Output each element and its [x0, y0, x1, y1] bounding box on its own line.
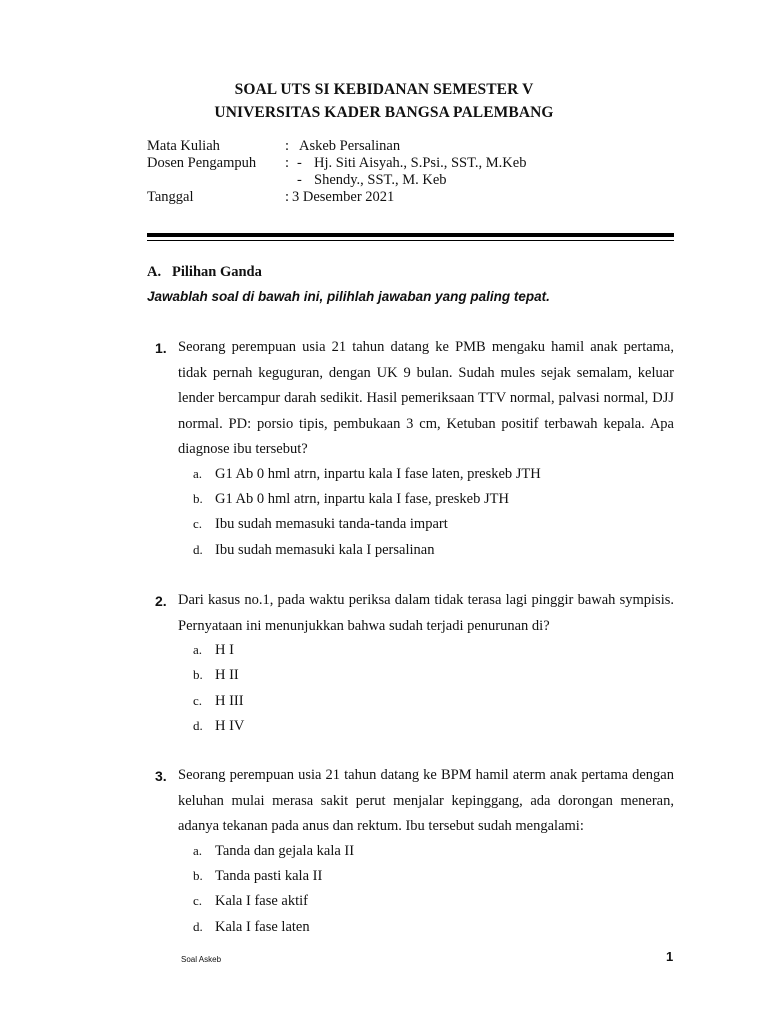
course-label: Mata Kuliah [147, 138, 220, 154]
option-text: G1 Ab 0 hml atrn, inpartu kala I fase, preskeb JTH [215, 491, 509, 507]
option-letter: d. [193, 718, 203, 733]
option-text: H III [215, 693, 244, 709]
option-letter: d. [193, 919, 203, 934]
option-text: H II [215, 667, 239, 683]
section-instruction: Jawablah soal di bawah ini, pilihlah jawaban yang paling tepat. [147, 289, 550, 304]
option-letter: a. [193, 466, 203, 481]
option-text: Kala I fase aktif [215, 893, 308, 909]
option-text: Ibu sudah memasuki kala I persalinan [215, 542, 435, 558]
colon: : [285, 189, 290, 205]
question-number: 3. [155, 768, 167, 784]
lecturer-name-2: Shendy., SST., M. Keb [314, 172, 447, 188]
option-text: H IV [215, 718, 245, 734]
document-title-line-2: UNIVERSITAS KADER BANGSA PALEMBANG [214, 104, 554, 121]
lecturer-label: Dosen Pengampuh [147, 155, 257, 171]
option-text: Tanda pasti kala II [215, 868, 323, 884]
colon: : [285, 138, 290, 154]
footer-label: Soal Askeb [181, 955, 222, 964]
option-letter: b. [193, 491, 203, 506]
question-text: Dari kasus no.1, pada waktu periksa dalam tidak terasa lagi pinggir bawah sympisis. Pernyataan ini menunjukkan bahwa sudah terjadi penurunan di? [178, 592, 674, 634]
option-letter: b. [193, 868, 203, 883]
option-letter: c. [193, 893, 203, 908]
section-title: Pilihan Ganda [172, 264, 262, 280]
page-number: 1 [666, 949, 674, 964]
lecturer-name-1: Hj. Siti Aisyah., S.Psi., SST., M.Keb [314, 155, 527, 171]
list-dash: - [297, 172, 302, 188]
date-label: Tanggal [147, 189, 194, 205]
option-letter: a. [193, 642, 203, 657]
option-text: G1 Ab 0 hml atrn, inpartu kala I fase laten, preskeb JTH [215, 466, 541, 482]
question-number: 2. [155, 593, 167, 609]
option-text: Kala I fase laten [215, 919, 310, 935]
option-text: Tanda dan gejala kala II [215, 843, 355, 859]
question-text: Seorang perempuan usia 21 tahun datang ke BPM hamil aterm anak pertama dengan keluhan mulai merasa sakit perut menjalar kepinggang, ada dorongan meneran, adanya tekanan pada anus dan rektum. Ibu tersebut sudah mengalami: [178, 767, 674, 834]
header-divider-thick [147, 233, 674, 237]
option-letter: c. [193, 693, 203, 708]
option-letter: d. [193, 542, 203, 557]
option-text: Ibu sudah memasuki tanda-tanda impart [215, 516, 448, 532]
colon: : [285, 155, 290, 171]
list-dash: - [297, 155, 302, 171]
option-letter: c. [193, 516, 203, 531]
question-text: Seorang perempuan usia 21 tahun datang ke PMB mengaku hamil anak pertama, tidak pernah keguguran, dengan UK 9 bulan. Sudah mules sejak semalam, keluar lender bercampur darah sedikit. Hasil pemeriksaan TTV normal, palvasi normal, DJJ normal. PD: porsio tipis, pembukaan 3 cm, Ketuban positif terbawah kepala. Apa diagnose ibu tersebut? [178, 339, 674, 457]
document-title-line-1: SOAL UTS SI KEBIDANAN SEMESTER V [234, 81, 534, 98]
section-letter: A. [147, 264, 162, 280]
question-number: 1. [155, 340, 167, 356]
option-letter: b. [193, 667, 203, 682]
course-value: Askeb Persalinan [299, 138, 401, 154]
header-divider-thin [147, 240, 674, 241]
option-letter: a. [193, 843, 203, 858]
option-text: H I [215, 642, 234, 658]
date-value: 3 Desember 2021 [292, 189, 395, 205]
